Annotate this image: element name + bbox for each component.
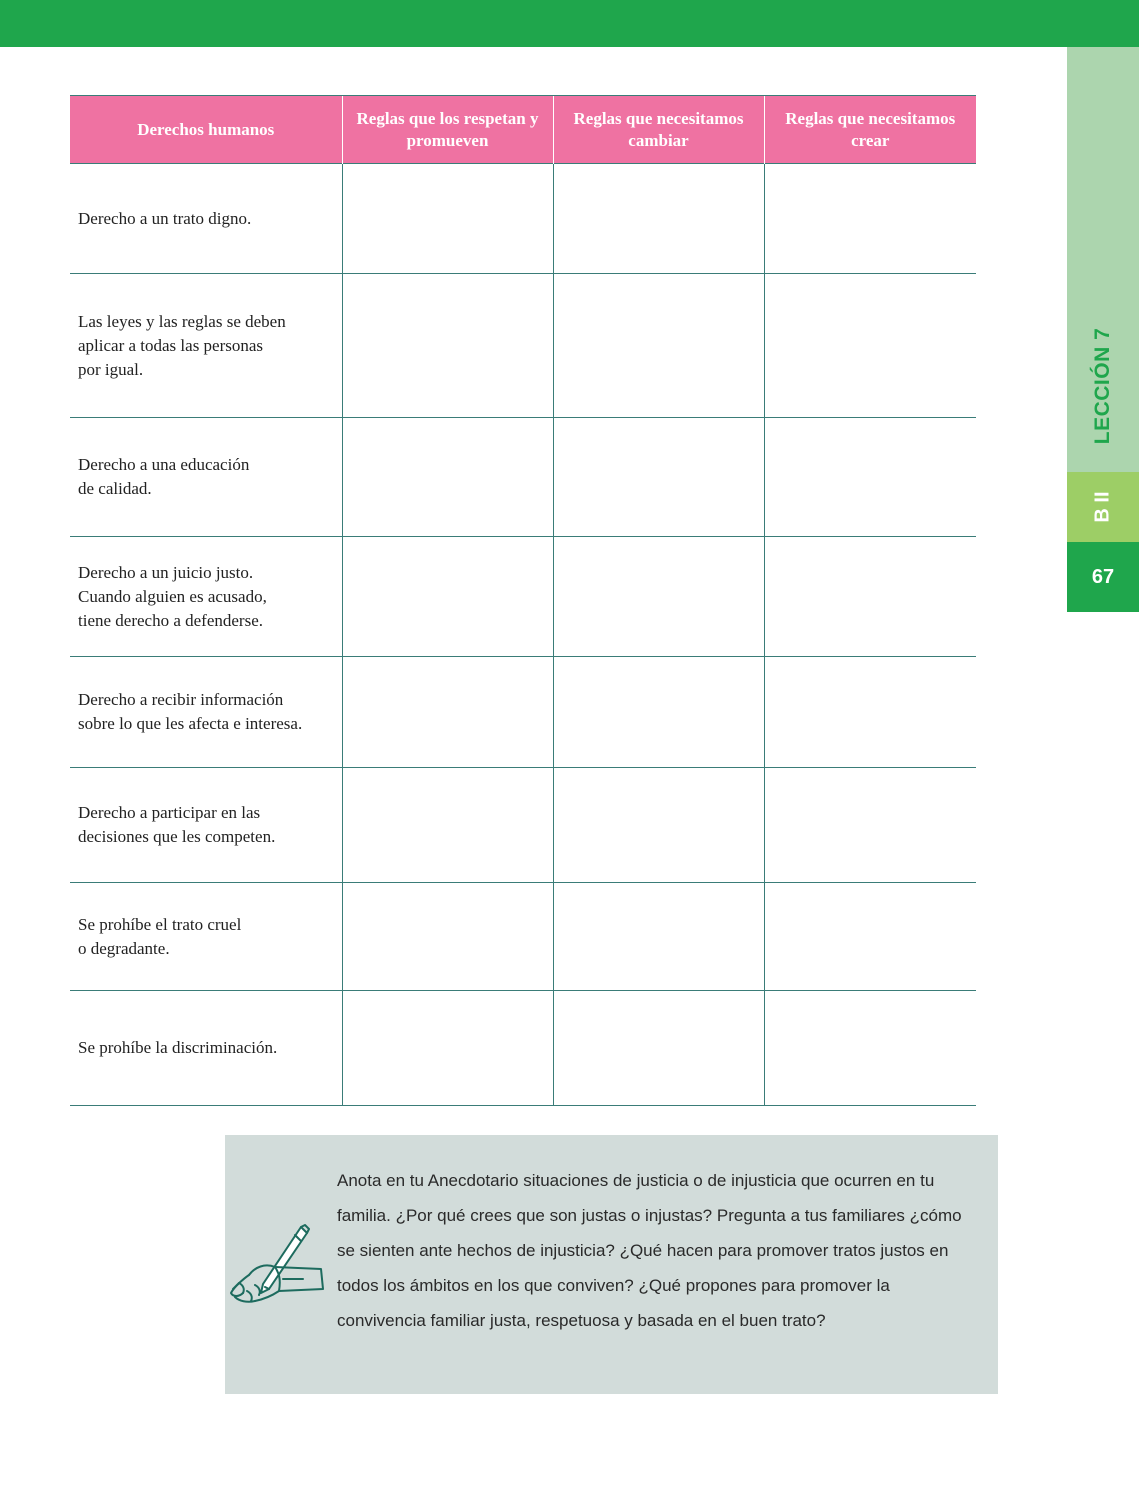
answer-cell-respetan[interactable] [342,537,553,657]
answer-cell-cambiar[interactable] [553,991,764,1106]
table-row [70,274,976,418]
answer-cell-respetan[interactable] [342,883,553,991]
header-reglas-crear: Reglas que necesitamos crear [764,96,976,164]
header-reglas-cambiar: Reglas que necesitamos cambiar [553,96,764,164]
right-label: Derecho a recibir información sobre lo que les afecta e interesa. [70,657,342,768]
right-label: Derecho a participar en las decisiones que les competen. [70,768,342,883]
answer-cell-crear[interactable] [764,164,976,274]
right-label: Se prohíbe el trato cruel o degradante. [70,883,342,991]
answer-cell-cambiar[interactable] [553,274,764,418]
table-row [70,657,976,768]
header-reglas-respetan: Reglas que los respetan y promueven [342,96,553,164]
right-label: Derecho a un juicio justo. Cuando alguien es acusado, tiene derecho a defenderse. [70,537,342,657]
answer-cell-cambiar[interactable] [553,883,764,991]
answer-cell-crear[interactable] [764,657,976,768]
block-label: B II [1091,491,1114,523]
answer-cell-respetan[interactable] [342,274,553,418]
rights-table [70,95,976,1106]
right-label: Las leyes y las reglas se deben aplicar a todas las personas por igual. [70,274,342,418]
lesson-tab [1067,300,1139,472]
answer-cell-respetan[interactable] [342,991,553,1106]
right-label: Se prohíbe la discriminación. [70,991,342,1106]
lesson-label: LECCIÓN 7 [1091,327,1114,445]
table-row [70,418,976,537]
note-text: Anota en tu Anecdotario situaciones de justicia o de injusticia que ocurren en tu familia. ¿Por qué crees que son justas o injustas? Pregunta a tus familiares ¿cómo se sienten ante hechos de injusticia? ¿Qué hacen para promover tratos justos en todos los ámbitos en los que conviven? ¿Qué propones para promover la convivencia familiar justa, respetuosa y basada en el buen trato? [337,1171,962,1330]
right-label: Derecho a un trato digno. [70,164,342,274]
answer-cell-respetan[interactable] [342,768,553,883]
table-row [70,768,976,883]
answer-cell-crear[interactable] [764,883,976,991]
answer-cell-cambiar[interactable] [553,537,764,657]
answer-cell-cambiar[interactable] [553,164,764,274]
writing-hand-icon [225,1223,329,1307]
answer-cell-crear[interactable] [764,991,976,1106]
answer-cell-crear[interactable] [764,537,976,657]
answer-cell-respetan[interactable] [342,164,553,274]
table-row [70,991,976,1106]
page-number: 67 [1067,542,1139,612]
answer-cell-cambiar[interactable] [553,418,764,537]
block-tab [1067,472,1139,542]
top-color-bar [0,0,1139,47]
answer-cell-cambiar[interactable] [553,768,764,883]
table-row [70,883,976,991]
answer-cell-respetan[interactable] [342,657,553,768]
right-label: Derecho a una educación de calidad. [70,418,342,537]
answer-cell-crear[interactable] [764,768,976,883]
anecdotario-note [225,1135,998,1394]
answer-cell-respetan[interactable] [342,418,553,537]
table-row [70,164,976,274]
answer-cell-cambiar[interactable] [553,657,764,768]
answer-cell-crear[interactable] [764,274,976,418]
table-row [70,537,976,657]
answer-cell-crear[interactable] [764,418,976,537]
table-header-row [70,96,976,164]
header-derechos-humanos: Derechos humanos [70,96,342,164]
